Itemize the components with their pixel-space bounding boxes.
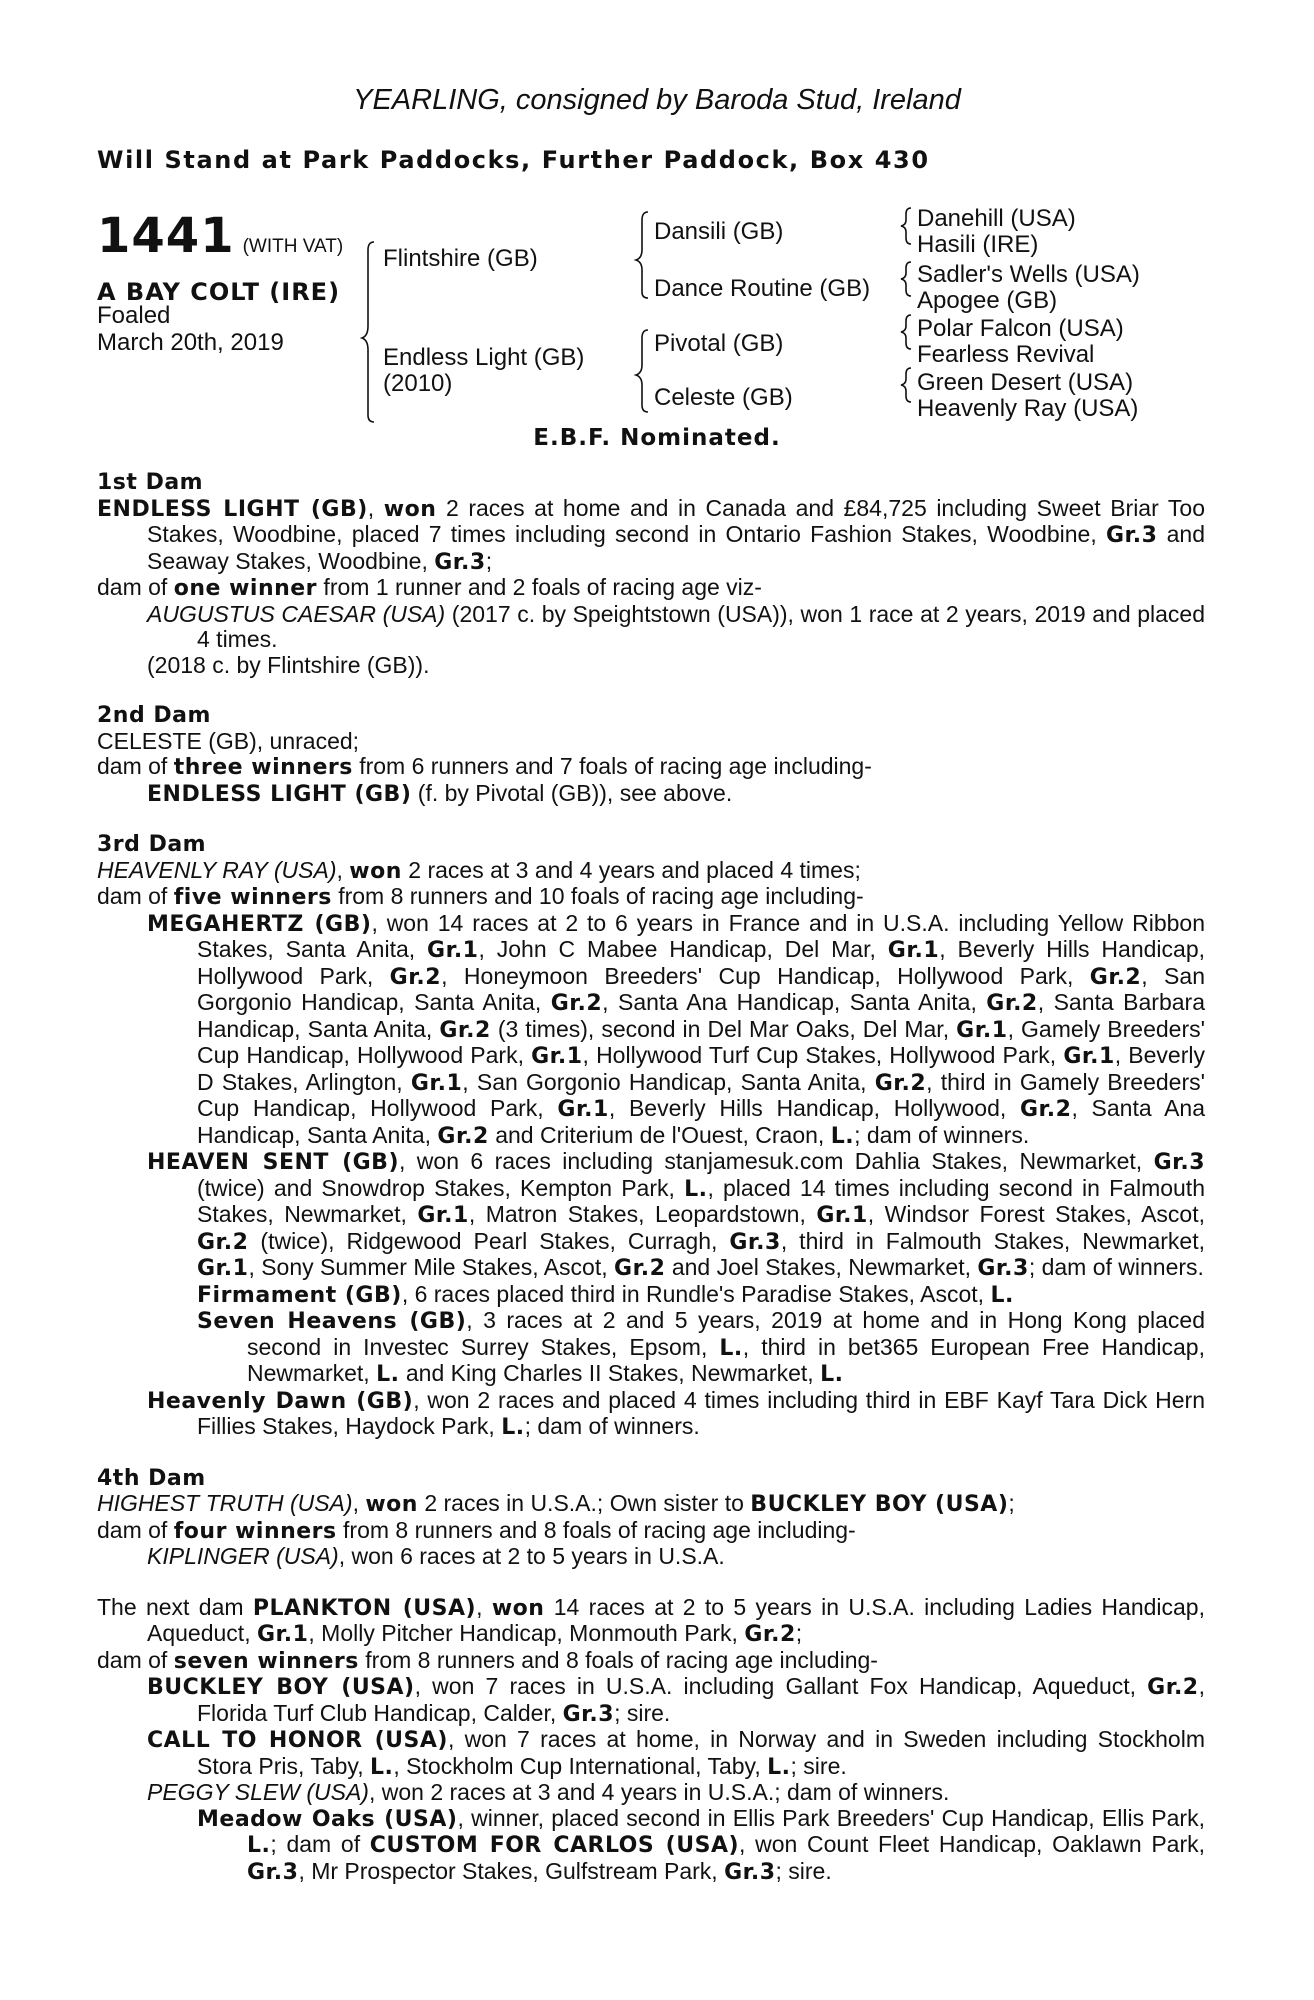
- entry-text: ;: [485, 547, 493, 574]
- entry-text: , Sony Summer Mile Stakes, Ascot,: [248, 1254, 615, 1280]
- bold-text: CALL TO HONOR (USA): [147, 1728, 448, 1753]
- entry-text: , Florida Turf Club Handicap, Calder,: [197, 1673, 1205, 1726]
- pedigree-entry: [97, 1149, 1205, 1282]
- foaled-date: March 20th, 2019: [97, 329, 284, 356]
- bold-text: Gr.3: [977, 1256, 1029, 1281]
- foaled-info: [97, 302, 284, 356]
- entry-text: , Beverly Hills Handicap, Hollywood,: [608, 1095, 1020, 1121]
- pedigree-entry: [97, 911, 1205, 1150]
- entry-text: , third in Falmouth Stakes, Newmarket,: [780, 1227, 1205, 1254]
- entry-text: (2017 c. by Speightstown (USA)), won 1 race at 2 years, 2019 and placed 4 times.: [197, 600, 1205, 652]
- bold-text: Gr.3: [1153, 1150, 1205, 1175]
- bold-text: won: [365, 1492, 418, 1517]
- bold-text: one winner: [173, 576, 318, 601]
- entry-text: , won 6 races at 2 to 5 years in U.S.A.: [338, 1543, 725, 1569]
- pedigree-entry: [97, 1491, 1205, 1518]
- entry-text: , Honeymoon Breeders' Cup Handicap, Hollywood Park,: [441, 962, 1090, 989]
- bold-text: BUCKLEY BOY (USA): [147, 1675, 415, 1700]
- brace-gen1: [362, 242, 374, 422]
- entry-text: , John C Mabee Handicap, Del Mar,: [478, 936, 888, 962]
- entry-text: , Santa Ana Handicap, Santa Anita,: [197, 1095, 1206, 1148]
- bold-text: HEAVEN SENT (GB): [147, 1150, 400, 1175]
- entry-text: , Windsor Forest Stakes, Ascot,: [867, 1201, 1205, 1227]
- entry-text: (twice), Ridgewood Pearl Stakes, Curragh,: [248, 1227, 730, 1254]
- entry-text: 14 races at 2 to 5 years in U.S.A. including Ladies Handicap, Aqueduct,: [147, 1593, 1205, 1646]
- bold-text: five winners: [173, 885, 332, 910]
- entry-text: 2 races at 3 and 4 years and placed 4 times;: [401, 856, 861, 883]
- entry-text: ,: [367, 494, 384, 521]
- brace-gen3-a: [901, 208, 911, 244]
- bold-text: Gr.1: [531, 1044, 583, 1069]
- bold-text: Heavenly Dawn (GB): [147, 1388, 414, 1414]
- bold-text: L.: [370, 1754, 394, 1780]
- pedigree-entry: [97, 884, 1205, 911]
- italic-text: KIPLINGER (USA): [147, 1543, 339, 1569]
- entry-text: (2018 c. by Flintshire (GB)).: [147, 651, 430, 678]
- bold-text: Gr.1: [410, 1070, 463, 1096]
- dam-section: [97, 703, 1205, 807]
- pedigree-entry: [97, 1388, 1205, 1441]
- entry-text: , won 2 races and placed 4 times including third in EBF Kayf Tara Dick Hern Fillies Stakes, Haydock Park,: [197, 1386, 1205, 1439]
- pedigree-g3-4: Apogee (GB): [917, 287, 1058, 314]
- bold-text: L.: [767, 1754, 791, 1780]
- pedigree-entry: [97, 575, 1205, 602]
- entry-text: , won 7 races at home, in Norway and in Sweden including Stockholm Stora Pris, Taby,: [197, 1726, 1205, 1779]
- pedigree-sire-dam: Dance Routine (GB): [654, 275, 871, 302]
- entry-text: ,: [336, 856, 350, 883]
- entry-text: , won 6 races including stanjamesuk.com Dahlia Stakes, Newmarket,: [399, 1148, 1154, 1174]
- pedigree-entry: [97, 858, 1205, 885]
- dam-section: [97, 1595, 1205, 1886]
- bold-text: Gr.2: [197, 1229, 249, 1255]
- pedigree-dam-sire: Pivotal (GB): [654, 330, 784, 357]
- entry-text: ; sire.: [790, 1752, 847, 1779]
- bold-text: Gr.2: [437, 1123, 489, 1149]
- entry-text: , Molly Pitcher Handicap, Monmouth Park,: [308, 1620, 745, 1646]
- bold-text: Gr.1: [956, 1017, 1008, 1043]
- bold-text: Gr.2: [1147, 1675, 1199, 1700]
- bold-text: Gr.2: [439, 1017, 491, 1043]
- bold-text: Gr.2: [986, 991, 1038, 1016]
- pedigree-entry: [97, 729, 1205, 755]
- pedigree-entry: [97, 496, 1205, 576]
- entry-text: The next dam: [97, 1593, 253, 1620]
- bold-text: four winners: [173, 1518, 337, 1544]
- pedigree-entry: [97, 602, 1205, 653]
- bold-text: Gr.3: [729, 1229, 781, 1255]
- entry-text: ; dam of winners.: [1028, 1254, 1204, 1280]
- bold-text: ENDLESS LIGHT (GB): [97, 496, 368, 522]
- foaled-label: Foaled: [97, 302, 171, 329]
- entry-text: , Mr Prospector Stakes, Gulfstream Park,: [298, 1857, 725, 1884]
- entry-text: ; dam of winners.: [524, 1413, 700, 1439]
- entry-text: , 3 races at 2 and 5 years, 2019 at home and in Hong Kong placed second in Investec Surrey Stakes, Epsom,: [247, 1307, 1205, 1360]
- pedigree-g3-1: Danehill (USA): [917, 205, 1076, 232]
- bold-text: PLANKTON (USA): [252, 1595, 477, 1621]
- entry-text: and Seaway Stakes, Woodbine,: [147, 521, 1206, 574]
- entry-text: , Santa Ana Handicap, Santa Anita,: [602, 989, 987, 1015]
- bold-text: Gr.3: [562, 1701, 615, 1727]
- section-heading: 4th Dam: [97, 1465, 206, 1491]
- bold-text: Gr.2: [389, 964, 442, 990]
- entry-text: (3 times), second in Del Mar Oaks, Del Mar,: [490, 1015, 957, 1042]
- pedigree-g3-3: Sadler's Wells (USA): [917, 261, 1140, 288]
- section-heading: 3rd Dam: [97, 832, 207, 857]
- pedigree-entry: [97, 754, 1205, 781]
- pedigree-dam-year: (2010): [383, 370, 453, 397]
- entry-text: from 1 runner and 2 foals of racing age viz-: [317, 574, 762, 600]
- bold-text: Gr.2: [550, 991, 603, 1016]
- dam-section: [97, 470, 1205, 678]
- bold-text: Gr.1: [197, 1256, 249, 1281]
- bold-text: Gr.3: [434, 549, 486, 575]
- entry-text: ; sire.: [775, 1857, 832, 1884]
- entry-text: , Gamely Breeders' Cup Handicap, Hollywood Park,: [197, 1015, 1206, 1068]
- page-title: YEARLING, consigned by Baroda Stud, Ireland: [353, 84, 961, 116]
- vat-note: (WITH VAT): [242, 236, 344, 257]
- entry-text: 2 races in U.S.A.; Own sister to: [417, 1490, 751, 1516]
- bold-text: seven winners: [173, 1648, 359, 1674]
- entry-text: , Santa Barbara Handicap, Santa Anita,: [197, 989, 1205, 1042]
- bold-text: L.: [684, 1176, 708, 1202]
- bold-text: won: [383, 496, 437, 522]
- entry-text: and Criterium de l'Ouest, Craon,: [488, 1121, 831, 1148]
- pedigree-dam: Endless Light (GB): [383, 344, 585, 371]
- bold-text: Gr.2: [1020, 1097, 1072, 1122]
- bold-text: Gr.3: [247, 1859, 299, 1885]
- entry-text: dam of: [97, 1646, 174, 1673]
- bold-text: won: [491, 1595, 545, 1621]
- bold-text: Gr.3: [1105, 523, 1158, 548]
- bold-text: L.: [830, 1123, 855, 1149]
- bold-text: Gr.1: [427, 938, 479, 963]
- entry-text: ; dam of: [270, 1831, 370, 1857]
- pedigree-entry: [97, 781, 1205, 808]
- bold-text: Gr.2: [874, 1070, 927, 1096]
- family-details: [97, 470, 1205, 1910]
- entry-text: ;: [795, 1620, 803, 1646]
- pedigree-g3-2: Hasili (IRE): [917, 231, 1039, 258]
- bold-text: Gr.1: [557, 1097, 609, 1122]
- entry-text: ;: [1008, 1490, 1015, 1516]
- entry-text: , third in bet365 European Free Handicap, Newmarket,: [247, 1333, 1205, 1386]
- entry-text: 2 races at home and in Canada and £84,725 including Sweet Briar Too Stakes, Woodbine, placed 7 times including second in Ontario Fashion Stakes, Woodbine,: [147, 494, 1206, 547]
- bold-text: L.: [820, 1362, 844, 1387]
- horse-description: A BAY COLT (IRE): [97, 278, 341, 306]
- entry-text: and Joel Stakes, Newmarket,: [665, 1254, 978, 1280]
- brace-gen3-b: [901, 262, 911, 296]
- brace-gen3-d: [901, 368, 911, 402]
- pedigree-entry: [97, 1595, 1205, 1648]
- entry-text: , Matron Stakes, Leopardstown,: [468, 1201, 817, 1227]
- bold-text: Gr.1: [887, 938, 940, 963]
- pedigree-dam-dam: Celeste (GB): [654, 384, 793, 411]
- lot-number: 1441: [97, 208, 235, 264]
- pedigree-sire: Flintshire (GB): [383, 245, 538, 272]
- ebf-nomination: E.B.F. Nominated.: [533, 425, 781, 451]
- entry-text: CELESTE (GB), unraced;: [97, 727, 360, 754]
- italic-text: HIGHEST TRUTH (USA): [97, 1490, 353, 1516]
- entry-text: ,: [352, 1490, 366, 1516]
- pedigree-g3-5: Polar Falcon (USA): [917, 315, 1124, 342]
- entry-text: (f. by Pivotal (GB)), see above.: [411, 779, 733, 806]
- pedigree-g3-6: Fearless Revival: [917, 341, 1095, 368]
- pedigree-g3-8: Heavenly Ray (USA): [917, 395, 1139, 422]
- pedigree-entry: [97, 1648, 1205, 1675]
- lot-number-line: [97, 208, 343, 264]
- bold-text: L.: [376, 1362, 400, 1387]
- bold-text: Gr.2: [1089, 964, 1142, 990]
- italic-text: PEGGY SLEW (USA): [147, 1779, 369, 1805]
- entry-text: , Beverly D Stakes, Arlington,: [197, 1042, 1205, 1095]
- entry-text: , San Gorgonio Handicap, Santa Anita,: [462, 1068, 875, 1095]
- pedigree-entry: [97, 653, 1205, 679]
- bold-text: Meadow Oaks (USA): [197, 1806, 458, 1832]
- entry-text: , placed 14 times including second in Falmouth Stakes, Newmarket,: [197, 1174, 1205, 1227]
- bold-text: Gr.1: [417, 1203, 469, 1228]
- bold-text: Seven Heavens (GB): [197, 1309, 467, 1334]
- pedigree-sire-sire: Dansili (GB): [654, 218, 784, 245]
- brace-gen3-c: [901, 315, 911, 349]
- entry-text: dam of: [97, 574, 174, 600]
- entry-text: , Beverly Hills Handicap, Hollywood Park,: [197, 936, 1205, 989]
- entry-text: ; dam of winners.: [854, 1121, 1030, 1148]
- entry-text: ; sire.: [614, 1699, 671, 1726]
- pedigree-entry: [97, 1780, 1205, 1806]
- stand-location: Will Stand at Park Paddocks, Further Paddock, Box 430: [97, 146, 930, 174]
- entry-text: , won 2 races at 3 and 4 years in U.S.A.; dam of winners.: [368, 1779, 950, 1805]
- italic-text: AUGUSTUS CAESAR (USA): [147, 600, 446, 627]
- entry-text: , Hollywood Turf Cup Stakes, Hollywood Park,: [582, 1042, 1064, 1068]
- brace-gen2-dam: [636, 330, 648, 412]
- entry-text: , Stockholm Cup International, Taby,: [393, 1752, 768, 1779]
- entry-text: , won 14 races at 2 to 6 years in France and in U.S.A. including Yellow Ribbon Stakes, Santa Anita,: [197, 909, 1206, 962]
- bold-text: won: [349, 858, 402, 884]
- bold-text: L.: [719, 1335, 743, 1361]
- bold-text: Gr.3: [724, 1859, 776, 1885]
- brace-gen2-sire: [636, 212, 648, 298]
- entry-text: , San Gorgonio Handicap, Santa Anita,: [197, 962, 1205, 1015]
- bold-text: BUCKLEY BOY (USA): [750, 1492, 1009, 1517]
- entry-text: from 8 runners and 8 foals of racing age including-: [336, 1516, 856, 1543]
- bold-text: three winners: [173, 755, 353, 780]
- bold-text: Firmament (GB): [197, 1282, 402, 1308]
- pedigree-entry: [97, 1544, 1205, 1570]
- entry-text: dam of: [97, 883, 174, 909]
- entry-text: dam of: [97, 753, 174, 779]
- entry-text: (twice) and Snowdrop Stakes, Kempton Park,: [197, 1174, 685, 1201]
- bold-text: L.: [247, 1833, 271, 1858]
- entry-text: , won Count Fleet Handicap, Oaklawn Park,: [739, 1831, 1205, 1857]
- bold-text: Gr.2: [744, 1622, 796, 1647]
- dam-section: [97, 832, 1205, 1441]
- bold-text: CUSTOM FOR CARLOS (USA): [369, 1833, 740, 1858]
- pedigree-entry: [97, 1806, 1205, 1886]
- pedigree-entry: [97, 1727, 1205, 1780]
- pedigree-entry: [97, 1518, 1205, 1545]
- bold-text: ENDLESS LIGHT (GB): [147, 781, 412, 807]
- entry-text: , winner, placed second in Ellis Park Breeders' Cup Handicap, Ellis Park,: [457, 1804, 1205, 1831]
- pedigree-g3-7: Green Desert (USA): [917, 369, 1134, 396]
- bold-text: L.: [990, 1282, 1014, 1308]
- bold-text: MEGAHERTZ (GB): [147, 911, 372, 937]
- bold-text: Gr.1: [816, 1203, 868, 1228]
- bold-text: L.: [501, 1415, 525, 1440]
- bold-text: Gr.1: [256, 1622, 309, 1647]
- entry-text: , third in Gamely Breeders' Cup Handicap, Hollywood Park,: [197, 1068, 1205, 1121]
- entry-text: , 6 races placed third in Rundle's Paradise Stakes, Ascot,: [401, 1280, 991, 1307]
- entry-text: and King Charles II Stakes, Newmarket,: [399, 1360, 821, 1386]
- entry-text: ,: [476, 1593, 492, 1620]
- dam-section: [97, 1466, 1205, 1570]
- entry-text: from 6 runners and 7 foals of racing age including-: [352, 753, 872, 779]
- entry-text: , won 7 races in U.S.A. including Gallant Fox Handicap, Aqueduct,: [414, 1673, 1148, 1699]
- italic-text: HEAVENLY RAY (USA): [97, 856, 337, 883]
- section-heading: 2nd Dam: [97, 703, 211, 728]
- bold-text: Gr.1: [1063, 1044, 1115, 1069]
- pedigree-entry: [97, 1282, 1205, 1309]
- pedigree-entry: [97, 1308, 1205, 1388]
- entry-text: dam of: [97, 1516, 174, 1543]
- section-heading: 1st Dam: [97, 470, 204, 495]
- bold-text: Gr.2: [614, 1256, 666, 1281]
- entry-text: from 8 runners and 8 foals of racing age including-: [358, 1646, 878, 1673]
- pedigree-entry: [97, 1674, 1205, 1727]
- entry-text: from 8 runners and 10 foals of racing age including-: [331, 883, 864, 909]
